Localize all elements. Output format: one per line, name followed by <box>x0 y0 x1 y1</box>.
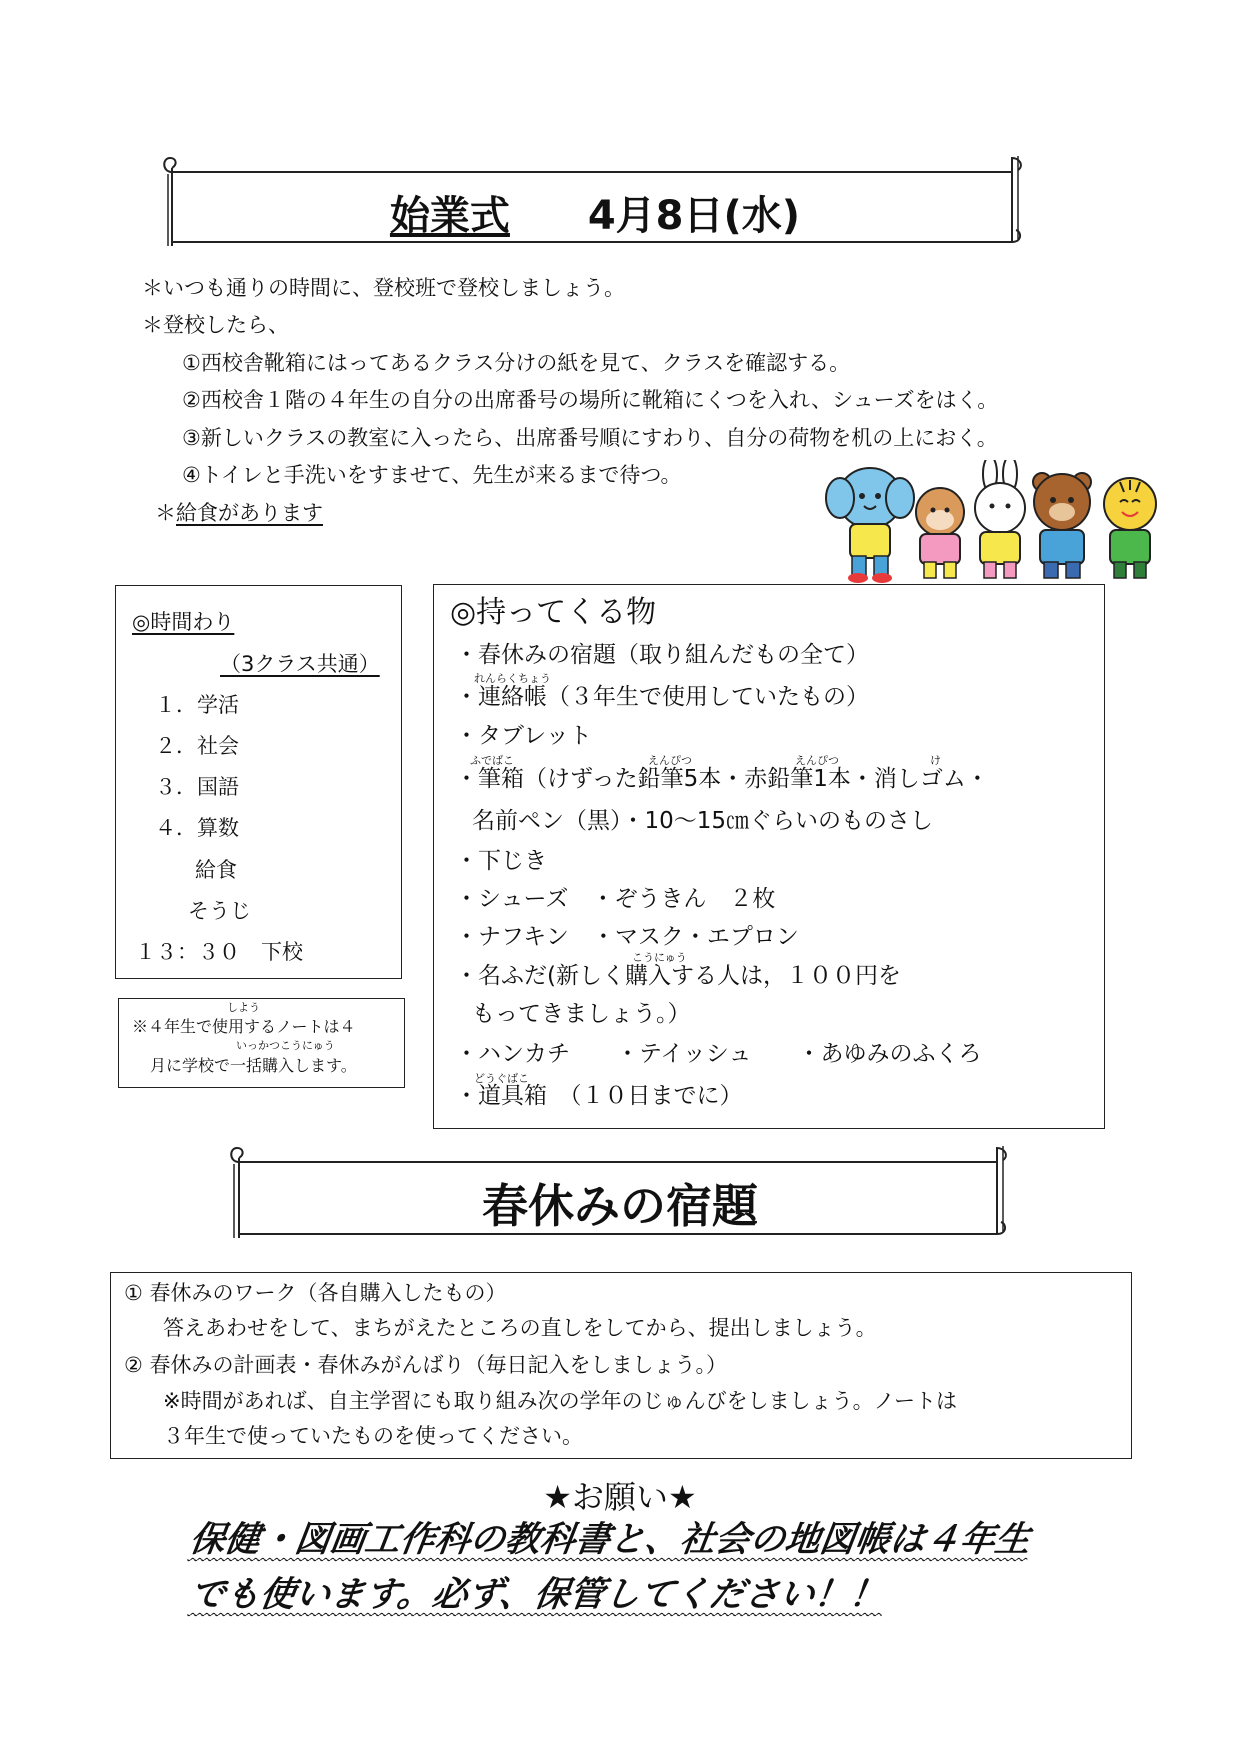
belongings-item: ・タブレット <box>455 723 592 749</box>
ruby-renrakuchou: れんらくちょう <box>474 672 551 685</box>
request-line-2: でも使います。必ず、保管してください！！ <box>187 1575 888 1615</box>
homework-banner <box>225 1142 1015 1242</box>
ceremony-date: 4月8日(水) <box>587 193 801 239</box>
homework-line: ※時間があれば、自主学習にも取り組み次の学年のじゅんびをしましょう。ノートは <box>163 1389 957 1413</box>
animal-friends-illustration <box>820 460 1180 590</box>
notice-line-1: ※４年生で使用するノートは４ <box>132 1017 356 1036</box>
lunch-text: 給食があります <box>176 501 323 525</box>
ruby-dougubako: どうぐばこ <box>474 1072 529 1085</box>
ruby-ke: け <box>930 754 941 767</box>
belongings-item: ・シューズ ・ぞうきん ２枚 <box>455 886 776 912</box>
period-lunch: 給食 <box>195 858 237 882</box>
ceremony-heading <box>160 184 1030 241</box>
homework-line: ① 春休みのワーク（各自購入したもの） <box>124 1281 507 1305</box>
rabbit-icon <box>975 460 1025 578</box>
request-title: ★お願い★ <box>543 1478 697 1516</box>
period-item: ２．社会 <box>155 734 239 758</box>
ruby-fudebako: ふでばこ <box>470 754 514 767</box>
belongings-item-continued: 名前ペン（黒）・10～15㎝ぐらいのものさし <box>472 808 934 834</box>
belongings-heading: ◎持ってくる物 <box>450 595 657 630</box>
ceremony-title: 始業式 <box>389 193 510 239</box>
request-line-1: 保健・図画工作科の教科書と、社会の地図帳は４年生 <box>187 1520 1033 1560</box>
note-line: ＊登校したら、 <box>142 313 289 337</box>
homework-line: ② 春休みの計画表・春休みがんばり（毎日記入をしましょう。） <box>124 1353 727 1377</box>
squirrel-icon <box>916 488 964 578</box>
ceremony-banner <box>160 150 1030 250</box>
note-line: ＊いつも通りの時間に、登校班で登校しましょう。 <box>142 276 625 300</box>
ruby-enpitsu-1: えんぴつ <box>648 754 692 767</box>
belongings-item: ・下じき <box>455 848 547 874</box>
period-cleaning: そうじ <box>188 899 251 923</box>
dismissal-time: １３：３０ 下校 <box>135 940 303 964</box>
belongings-item: ・筆箱（けずった鉛筆5本・赤鉛筆1本・消しゴム・ <box>455 766 989 792</box>
note-line: ③新しいクラスの教室に入ったら、出席番号順にすわり、自分の荷物を机の上におく。 <box>182 426 998 450</box>
note-line: ②西校舎１階の４年生の自分の出席番号の場所に靴箱にくつを入れ、シューズをはく。 <box>182 388 999 412</box>
ruby-kounyuu: こうにゅう <box>632 951 687 964</box>
homework-title: 春休みの宿題 <box>482 1179 758 1233</box>
period-item: ３．国語 <box>155 775 239 799</box>
note-line: ①西校舎靴箱にはってあるクラス分けの紙を見て、クラスを確認する。 <box>182 351 851 375</box>
belongings-item: ・道具箱 （１０日までに） <box>455 1083 743 1109</box>
belongings-item: ・春休みの宿題（取り組んだもの全て） <box>455 642 869 668</box>
ruby-shiyou: しよう <box>227 1001 260 1014</box>
timetable-heading: ◎時間わり <box>132 610 235 634</box>
notice-line-2: 月に学校で一括購入します。 <box>150 1056 357 1075</box>
belongings-item: ・ハンカチ ・テイッシュ ・あゆみのふくろ <box>455 1041 982 1067</box>
belongings-item: ・名ふだ(新しく購入する人は，１００円を <box>455 963 901 989</box>
lunch-prefix: ＊ <box>155 501 176 525</box>
homework-line: ３年生で使っていたものを使ってください。 <box>163 1424 583 1448</box>
homework-line: 答えあわせをして、まちがえたところの直しをしてから、提出しましょう。 <box>163 1316 877 1340</box>
ruby-ikkatsu: いっかつこうにゅう <box>236 1039 335 1052</box>
elephant-icon <box>826 468 914 583</box>
timetable-subheading: （3クラス共通） <box>220 652 380 676</box>
bear-icon <box>1033 473 1091 578</box>
belongings-item: ・連絡帳（３年生で使用していたもの） <box>455 684 869 710</box>
period-item: １．学活 <box>155 693 239 717</box>
tiger-icon <box>1104 478 1156 578</box>
ruby-enpitsu-2: えんぴつ <box>795 754 839 767</box>
belongings-item: ・ナフキン ・マスク・エプロン <box>455 924 799 950</box>
lunch-note <box>155 503 323 524</box>
note-line: ④トイレと手洗いをすませて、先生が来るまで待つ。 <box>182 463 682 487</box>
period-item: ４．算数 <box>155 816 239 840</box>
belongings-item-continued: もってきましょう。） <box>472 1001 691 1027</box>
